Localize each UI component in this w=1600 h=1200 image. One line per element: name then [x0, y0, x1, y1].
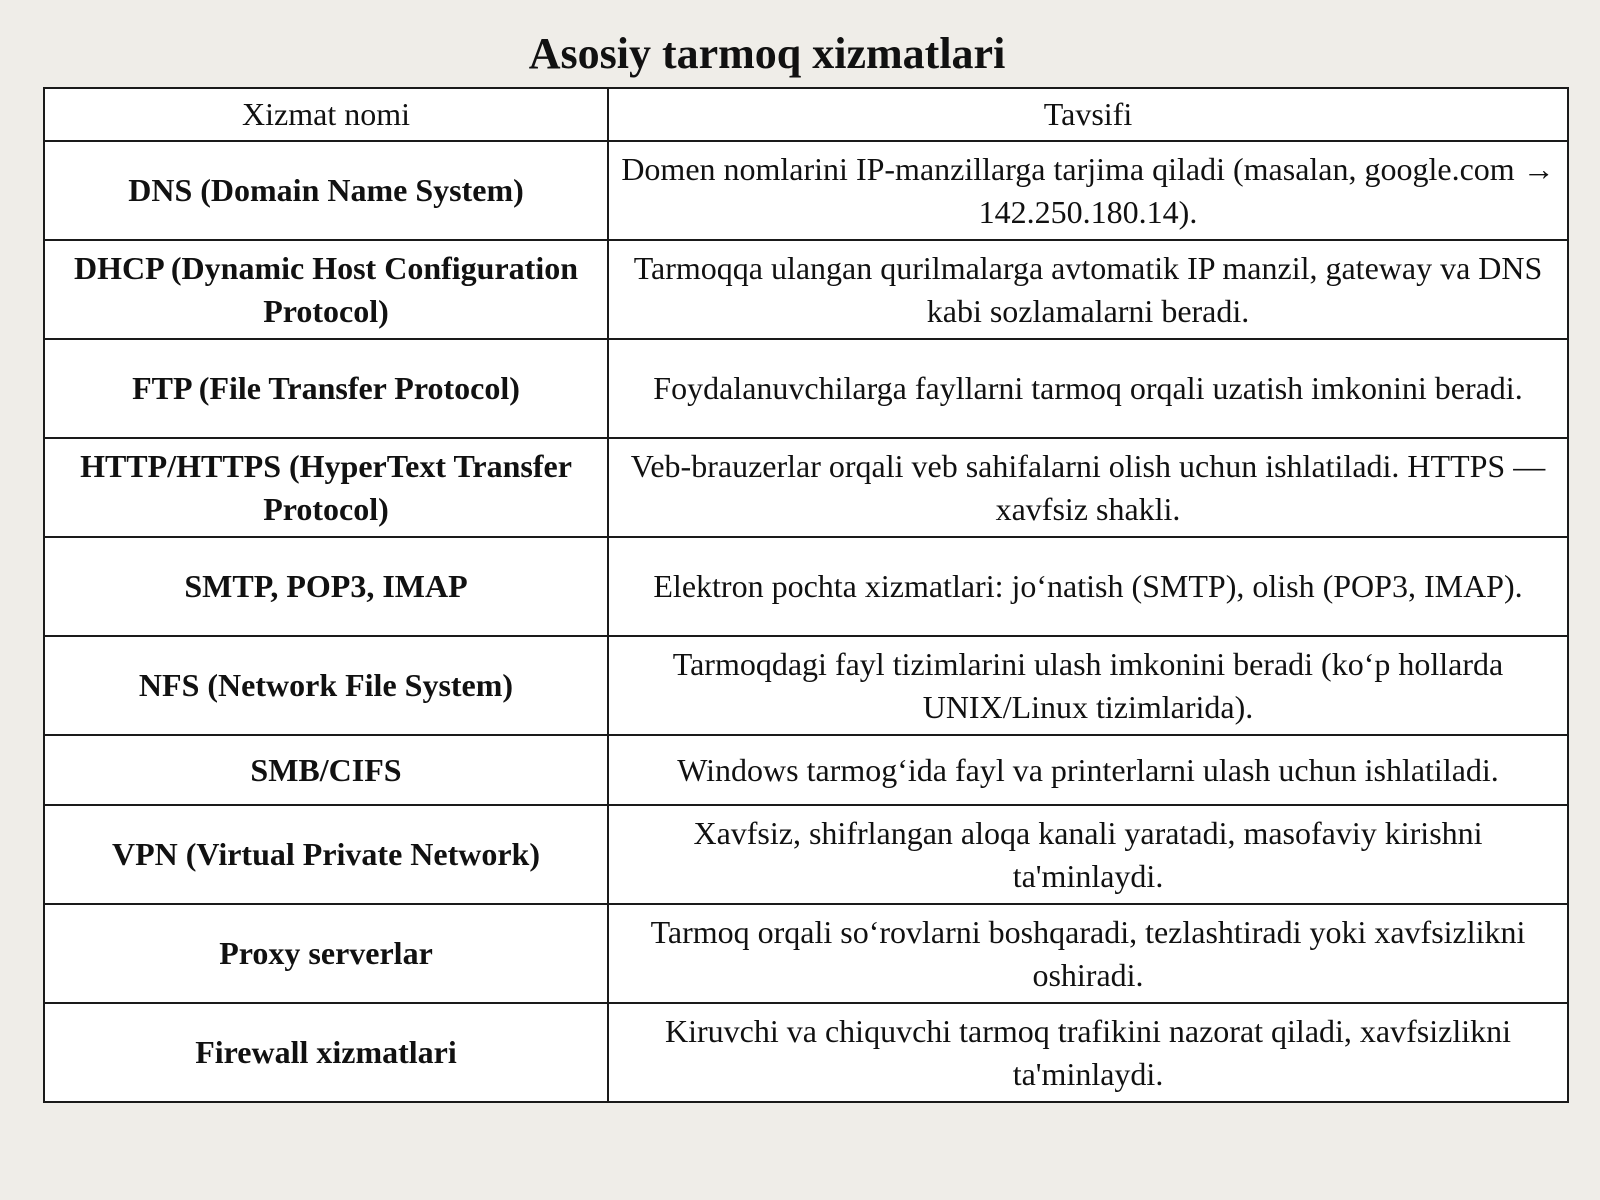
service-description-cell: Tarmoqqa ulangan qurilmalarga avtomatik IP manzil, gateway va DNS kabi sozlamalarni beradi.	[608, 240, 1568, 339]
service-description-cell: Tarmoqdagi fayl tizimlarini ulash imkonini beradi (koʻp hollarda UNIX/Linux tizimlarida).	[608, 636, 1568, 735]
column-header-description: Tavsifi	[608, 88, 1568, 141]
services-table	[43, 87, 1569, 1103]
service-description-cell: Elektron pochta xizmatlari: joʻnatish (SMTP), olish (POP3, IMAP).	[608, 537, 1568, 636]
service-name-cell: Proxy serverlar	[44, 904, 608, 1003]
table-row	[44, 438, 1568, 537]
service-name-cell: DHCP (Dynamic Host Configuration Protocol)	[44, 240, 608, 339]
service-description-cell: Kiruvchi va chiquvchi tarmoq trafikini nazorat qiladi, xavfsizlikni ta'minlaydi.	[608, 1003, 1568, 1102]
table-row	[44, 240, 1568, 339]
table-row	[44, 141, 1568, 240]
service-name-cell: NFS (Network File System)	[44, 636, 608, 735]
service-name-cell: FTP (File Transfer Protocol)	[44, 339, 608, 438]
service-description-cell: Domen nomlarini IP-manzillarga tarjima qiladi (masalan, google.com → 142.250.180.14).	[608, 141, 1568, 240]
service-name-cell: Firewall xizmatlari	[44, 1003, 608, 1102]
service-name-cell: SMTP, POP3, IMAP	[44, 537, 608, 636]
column-header-name: Xizmat nomi	[44, 88, 608, 141]
table-row	[44, 339, 1568, 438]
page-title: Asosiy tarmoq xizmatlari	[528, 29, 1006, 78]
service-description-cell: Veb-brauzerlar orqali veb sahifalarni olish uchun ishlatiladi. HTTPS — xavfsiz shakli.	[608, 438, 1568, 537]
table-row	[44, 537, 1568, 636]
service-name-cell: DNS (Domain Name System)	[44, 141, 608, 240]
table-row	[44, 904, 1568, 1003]
service-description-cell: Xavfsiz, shifrlangan aloqa kanali yaratadi, masofaviy kirishni ta'minlaydi.	[608, 805, 1568, 904]
table-row	[44, 805, 1568, 904]
table-row	[44, 1003, 1568, 1102]
service-name-cell: VPN (Virtual Private Network)	[44, 805, 608, 904]
service-description-cell: Foydalanuvchilarga fayllarni tarmoq orqali uzatish imkonini beradi.	[608, 339, 1568, 438]
table-row	[44, 636, 1568, 735]
service-description-cell: Windows tarmogʻida fayl va printerlarni ulash uchun ishlatiladi.	[608, 735, 1568, 805]
service-description-cell: Tarmoq orqali soʻrovlarni boshqaradi, tezlashtiradi yoki xavfsizlikni oshiradi.	[608, 904, 1568, 1003]
table-header-row	[44, 88, 1568, 141]
table-row	[44, 735, 1568, 805]
service-name-cell: SMB/CIFS	[44, 735, 608, 805]
service-name-cell: HTTP/HTTPS (HyperText Transfer Protocol)	[44, 438, 608, 537]
